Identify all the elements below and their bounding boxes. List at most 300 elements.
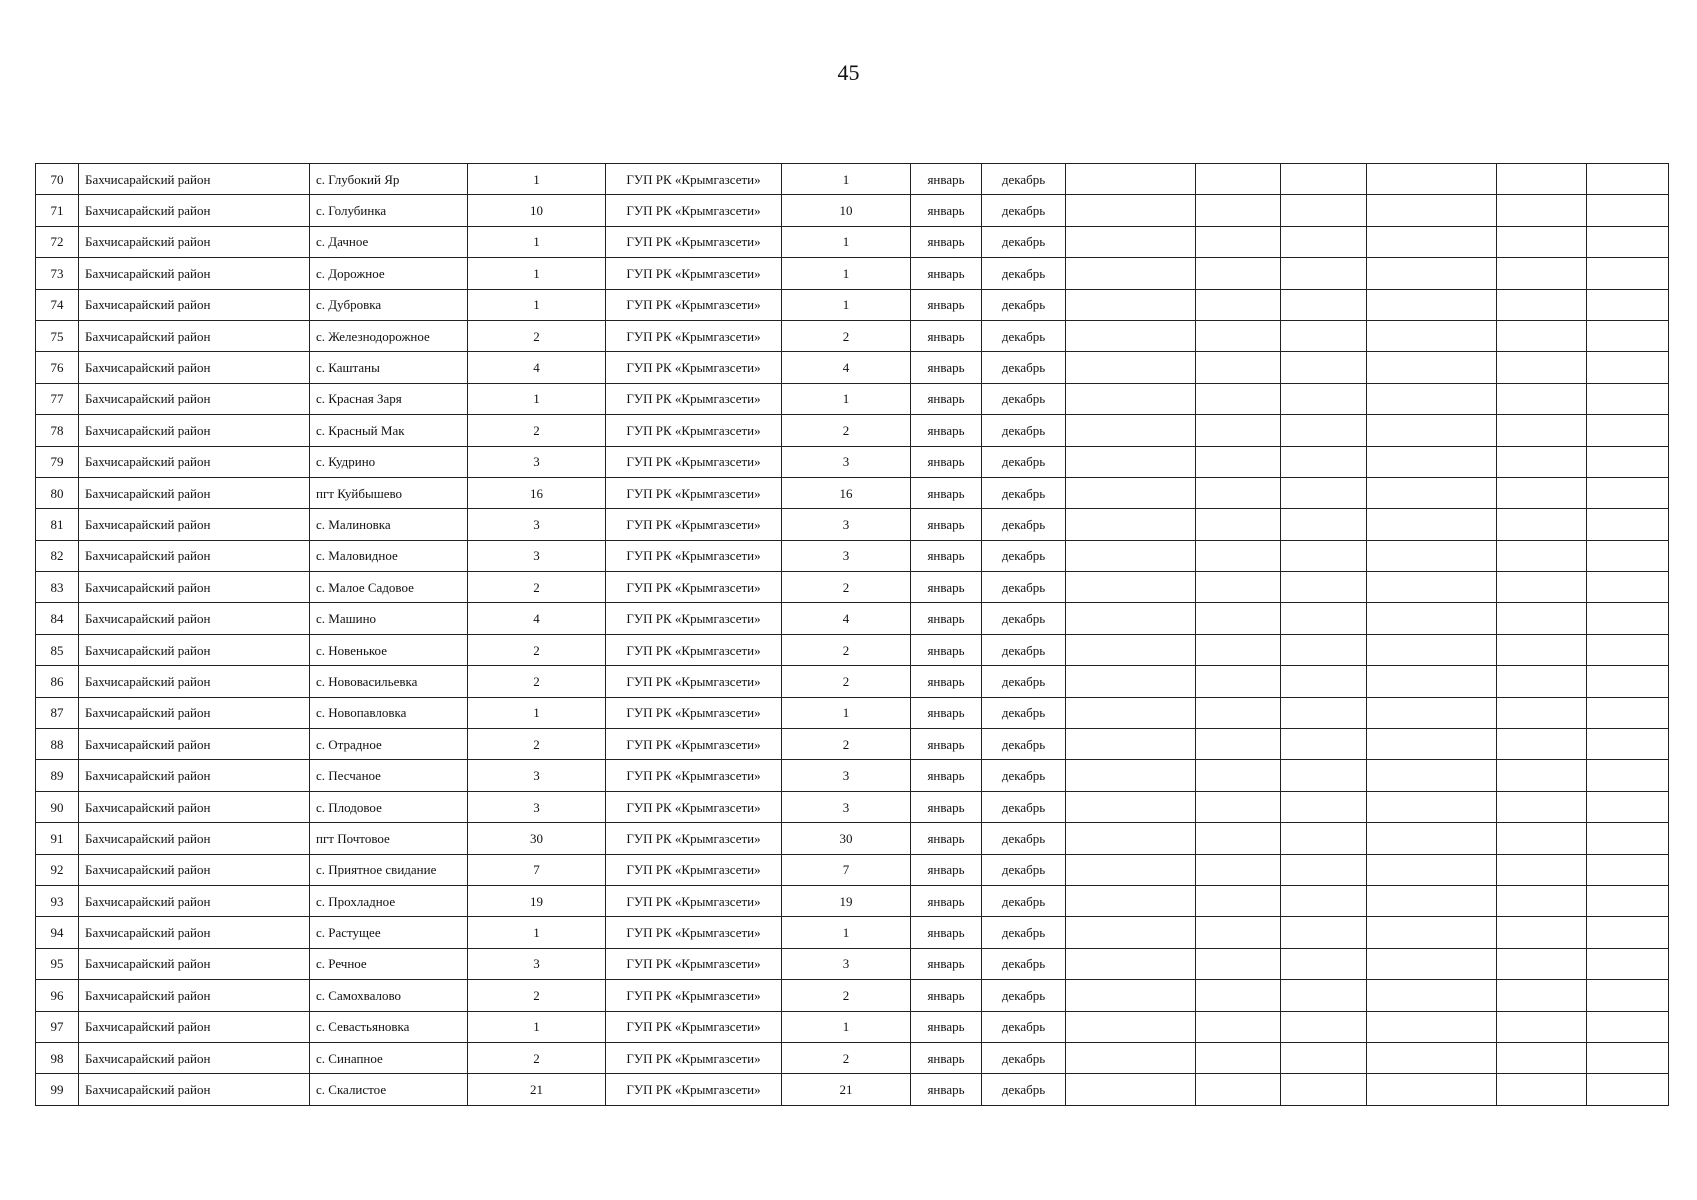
organization-cell: ГУП РК «Крымгазсети» <box>606 948 782 979</box>
end-month-cell: декабрь <box>982 258 1066 289</box>
row-number-cell: 76 <box>36 352 79 383</box>
organization-cell: ГУП РК «Крымгазсети» <box>606 666 782 697</box>
empty-cell <box>1196 666 1281 697</box>
table-row <box>36 289 1669 320</box>
quantity-executor-cell: 3 <box>782 791 911 822</box>
empty-cell <box>1497 1042 1587 1073</box>
empty-cell <box>1497 917 1587 948</box>
table-row <box>36 572 1669 603</box>
organization-cell: ГУП РК «Крымгазсети» <box>606 352 782 383</box>
empty-cell <box>1281 854 1367 885</box>
empty-cell <box>1587 572 1669 603</box>
quantity-executor-cell: 2 <box>782 634 911 665</box>
quantity-cell: 4 <box>468 603 606 634</box>
organization-cell: ГУП РК «Крымгазсети» <box>606 572 782 603</box>
empty-cell <box>1281 634 1367 665</box>
empty-cell <box>1066 352 1196 383</box>
empty-cell <box>1196 164 1281 195</box>
district-cell: Бахчисарайский район <box>79 446 310 477</box>
empty-cell <box>1281 791 1367 822</box>
empty-cell <box>1196 509 1281 540</box>
quantity-executor-cell: 1 <box>782 289 911 320</box>
empty-cell <box>1497 1074 1587 1105</box>
district-cell: Бахчисарайский район <box>79 164 310 195</box>
empty-cell <box>1587 854 1669 885</box>
empty-cell <box>1367 729 1497 760</box>
empty-cell <box>1281 383 1367 414</box>
empty-cell <box>1587 666 1669 697</box>
end-month-cell: декабрь <box>982 195 1066 226</box>
row-number-cell: 90 <box>36 791 79 822</box>
empty-cell <box>1367 666 1497 697</box>
quantity-executor-cell: 2 <box>782 320 911 351</box>
start-month-cell: январь <box>911 823 982 854</box>
district-cell: Бахчисарайский район <box>79 980 310 1011</box>
start-month-cell: январь <box>911 1011 982 1042</box>
settlement-cell: с. Речное <box>310 948 468 979</box>
empty-cell <box>1587 791 1669 822</box>
table-row <box>36 666 1669 697</box>
empty-cell <box>1066 603 1196 634</box>
end-month-cell: декабрь <box>982 289 1066 320</box>
quantity-executor-cell: 1 <box>782 226 911 257</box>
empty-cell <box>1367 697 1497 728</box>
empty-cell <box>1196 572 1281 603</box>
empty-cell <box>1367 477 1497 508</box>
empty-cell <box>1367 195 1497 226</box>
end-month-cell: декабрь <box>982 1042 1066 1073</box>
empty-cell <box>1367 289 1497 320</box>
quantity-cell: 1 <box>468 226 606 257</box>
start-month-cell: январь <box>911 226 982 257</box>
empty-cell <box>1367 603 1497 634</box>
row-number-cell: 93 <box>36 885 79 916</box>
organization-cell: ГУП РК «Крымгазсети» <box>606 917 782 948</box>
empty-cell <box>1281 917 1367 948</box>
empty-cell <box>1196 1074 1281 1105</box>
empty-cell <box>1196 603 1281 634</box>
end-month-cell: декабрь <box>982 603 1066 634</box>
start-month-cell: январь <box>911 446 982 477</box>
empty-cell <box>1587 383 1669 414</box>
district-cell: Бахчисарайский район <box>79 823 310 854</box>
start-month-cell: январь <box>911 477 982 508</box>
empty-cell <box>1066 320 1196 351</box>
end-month-cell: декабрь <box>982 854 1066 885</box>
table-row <box>36 446 1669 477</box>
start-month-cell: январь <box>911 791 982 822</box>
settlement-cell: с. Прохладное <box>310 885 468 916</box>
registry-table-body <box>36 164 1669 1106</box>
empty-cell <box>1497 823 1587 854</box>
organization-cell: ГУП РК «Крымгазсети» <box>606 226 782 257</box>
end-month-cell: декабрь <box>982 477 1066 508</box>
quantity-executor-cell: 2 <box>782 729 911 760</box>
table-row <box>36 195 1669 226</box>
empty-cell <box>1281 352 1367 383</box>
row-number-cell: 88 <box>36 729 79 760</box>
start-month-cell: январь <box>911 917 982 948</box>
empty-cell <box>1281 1042 1367 1073</box>
empty-cell <box>1281 195 1367 226</box>
organization-cell: ГУП РК «Крымгазсети» <box>606 1074 782 1105</box>
empty-cell <box>1497 980 1587 1011</box>
page-number: 45 <box>837 60 860 85</box>
start-month-cell: январь <box>911 603 982 634</box>
empty-cell <box>1196 823 1281 854</box>
row-number-cell: 82 <box>36 540 79 571</box>
quantity-cell: 19 <box>468 885 606 916</box>
settlement-cell: с. Новопавловка <box>310 697 468 728</box>
empty-cell <box>1587 446 1669 477</box>
table-row <box>36 415 1669 446</box>
table-row <box>36 1074 1669 1105</box>
settlement-cell: с. Железнодорожное <box>310 320 468 351</box>
start-month-cell: январь <box>911 729 982 760</box>
empty-cell <box>1367 164 1497 195</box>
settlement-cell: с. Новенькое <box>310 634 468 665</box>
organization-cell: ГУП РК «Крымгазсети» <box>606 697 782 728</box>
row-number-cell: 73 <box>36 258 79 289</box>
settlement-cell: с. Каштаны <box>310 352 468 383</box>
end-month-cell: декабрь <box>982 446 1066 477</box>
empty-cell <box>1066 885 1196 916</box>
table-row <box>36 823 1669 854</box>
quantity-cell: 1 <box>468 697 606 728</box>
district-cell: Бахчисарайский район <box>79 1042 310 1073</box>
empty-cell <box>1497 383 1587 414</box>
empty-cell <box>1066 634 1196 665</box>
settlement-cell: с. Отрадное <box>310 729 468 760</box>
start-month-cell: январь <box>911 572 982 603</box>
empty-cell <box>1587 195 1669 226</box>
empty-cell <box>1281 697 1367 728</box>
table-row <box>36 885 1669 916</box>
empty-cell <box>1281 509 1367 540</box>
row-number-cell: 99 <box>36 1074 79 1105</box>
quantity-executor-cell: 10 <box>782 195 911 226</box>
district-cell: Бахчисарайский район <box>79 1011 310 1042</box>
table-row <box>36 383 1669 414</box>
organization-cell: ГУП РК «Крымгазсети» <box>606 195 782 226</box>
empty-cell <box>1066 477 1196 508</box>
empty-cell <box>1196 760 1281 791</box>
empty-cell <box>1497 666 1587 697</box>
table-row <box>36 352 1669 383</box>
empty-cell <box>1281 572 1367 603</box>
empty-cell <box>1066 980 1196 1011</box>
quantity-cell: 2 <box>468 415 606 446</box>
empty-cell <box>1497 195 1587 226</box>
empty-cell <box>1367 917 1497 948</box>
quantity-cell: 16 <box>468 477 606 508</box>
organization-cell: ГУП РК «Крымгазсети» <box>606 383 782 414</box>
end-month-cell: декабрь <box>982 948 1066 979</box>
table-row <box>36 729 1669 760</box>
start-month-cell: январь <box>911 320 982 351</box>
row-number-cell: 72 <box>36 226 79 257</box>
organization-cell: ГУП РК «Крымгазсети» <box>606 509 782 540</box>
organization-cell: ГУП РК «Крымгазсети» <box>606 729 782 760</box>
start-month-cell: январь <box>911 980 982 1011</box>
empty-cell <box>1196 383 1281 414</box>
quantity-cell: 21 <box>468 1074 606 1105</box>
empty-cell <box>1066 729 1196 760</box>
end-month-cell: декабрь <box>982 885 1066 916</box>
empty-cell <box>1367 258 1497 289</box>
table-row <box>36 948 1669 979</box>
end-month-cell: декабрь <box>982 540 1066 571</box>
district-cell: Бахчисарайский район <box>79 666 310 697</box>
settlement-cell: с. Дубровка <box>310 289 468 320</box>
table-row <box>36 917 1669 948</box>
row-number-cell: 94 <box>36 917 79 948</box>
empty-cell <box>1497 760 1587 791</box>
settlement-cell: с. Скалистое <box>310 1074 468 1105</box>
empty-cell <box>1367 509 1497 540</box>
empty-cell <box>1587 603 1669 634</box>
empty-cell <box>1497 477 1587 508</box>
row-number-cell: 70 <box>36 164 79 195</box>
empty-cell <box>1196 1011 1281 1042</box>
empty-cell <box>1281 1074 1367 1105</box>
start-month-cell: январь <box>911 509 982 540</box>
organization-cell: ГУП РК «Крымгазсети» <box>606 258 782 289</box>
row-number-cell: 74 <box>36 289 79 320</box>
empty-cell <box>1066 540 1196 571</box>
quantity-cell: 10 <box>468 195 606 226</box>
quantity-executor-cell: 4 <box>782 603 911 634</box>
quantity-cell: 4 <box>468 352 606 383</box>
start-month-cell: январь <box>911 697 982 728</box>
quantity-executor-cell: 1 <box>782 917 911 948</box>
empty-cell <box>1066 1074 1196 1105</box>
empty-cell <box>1367 572 1497 603</box>
quantity-cell: 3 <box>468 446 606 477</box>
empty-cell <box>1066 446 1196 477</box>
start-month-cell: январь <box>911 1042 982 1073</box>
quantity-executor-cell: 3 <box>782 509 911 540</box>
district-cell: Бахчисарайский район <box>79 477 310 508</box>
row-number-cell: 80 <box>36 477 79 508</box>
quantity-cell: 3 <box>468 948 606 979</box>
organization-cell: ГУП РК «Крымгазсети» <box>606 320 782 351</box>
empty-cell <box>1196 320 1281 351</box>
start-month-cell: январь <box>911 415 982 446</box>
organization-cell: ГУП РК «Крымгазсети» <box>606 634 782 665</box>
empty-cell <box>1587 1042 1669 1073</box>
row-number-cell: 75 <box>36 320 79 351</box>
row-number-cell: 95 <box>36 948 79 979</box>
quantity-executor-cell: 3 <box>782 540 911 571</box>
empty-cell <box>1066 195 1196 226</box>
row-number-cell: 87 <box>36 697 79 728</box>
quantity-cell: 2 <box>468 666 606 697</box>
end-month-cell: декабрь <box>982 1074 1066 1105</box>
district-cell: Бахчисарайский район <box>79 383 310 414</box>
settlement-cell: с. Малое Садовое <box>310 572 468 603</box>
empty-cell <box>1587 697 1669 728</box>
quantity-cell: 2 <box>468 320 606 351</box>
empty-cell <box>1066 823 1196 854</box>
table-row <box>36 634 1669 665</box>
end-month-cell: декабрь <box>982 1011 1066 1042</box>
empty-cell <box>1196 477 1281 508</box>
row-number-cell: 86 <box>36 666 79 697</box>
table-row <box>36 320 1669 351</box>
empty-cell <box>1196 540 1281 571</box>
empty-cell <box>1281 164 1367 195</box>
row-number-cell: 96 <box>36 980 79 1011</box>
empty-cell <box>1367 634 1497 665</box>
end-month-cell: декабрь <box>982 352 1066 383</box>
organization-cell: ГУП РК «Крымгазсети» <box>606 885 782 916</box>
end-month-cell: декабрь <box>982 791 1066 822</box>
start-month-cell: январь <box>911 948 982 979</box>
table-row <box>36 226 1669 257</box>
empty-cell <box>1497 164 1587 195</box>
empty-cell <box>1196 634 1281 665</box>
empty-cell <box>1196 446 1281 477</box>
start-month-cell: январь <box>911 885 982 916</box>
settlement-cell: пгт Куйбышево <box>310 477 468 508</box>
district-cell: Бахчисарайский район <box>79 854 310 885</box>
empty-cell <box>1281 258 1367 289</box>
start-month-cell: январь <box>911 195 982 226</box>
empty-cell <box>1497 289 1587 320</box>
organization-cell: ГУП РК «Крымгазсети» <box>606 1011 782 1042</box>
quantity-executor-cell: 4 <box>782 352 911 383</box>
settlement-cell: пгт Почтовое <box>310 823 468 854</box>
end-month-cell: декабрь <box>982 823 1066 854</box>
empty-cell <box>1497 258 1587 289</box>
settlement-cell: с. Малиновка <box>310 509 468 540</box>
table-row <box>36 540 1669 571</box>
table-row <box>36 477 1669 508</box>
empty-cell <box>1587 917 1669 948</box>
row-number-cell: 91 <box>36 823 79 854</box>
empty-cell <box>1367 446 1497 477</box>
settlement-cell: с. Севастьяновка <box>310 1011 468 1042</box>
quantity-cell: 2 <box>468 1042 606 1073</box>
organization-cell: ГУП РК «Крымгазсети» <box>606 477 782 508</box>
end-month-cell: декабрь <box>982 164 1066 195</box>
empty-cell <box>1281 823 1367 854</box>
district-cell: Бахчисарайский район <box>79 760 310 791</box>
settlement-cell: с. Красный Мак <box>310 415 468 446</box>
empty-cell <box>1497 603 1587 634</box>
empty-cell <box>1066 948 1196 979</box>
empty-cell <box>1281 540 1367 571</box>
empty-cell <box>1196 1042 1281 1073</box>
quantity-cell: 2 <box>468 980 606 1011</box>
end-month-cell: декабрь <box>982 226 1066 257</box>
settlement-cell: с. Красная Заря <box>310 383 468 414</box>
quantity-cell: 1 <box>468 258 606 289</box>
organization-cell: ГУП РК «Крымгазсети» <box>606 980 782 1011</box>
empty-cell <box>1367 352 1497 383</box>
end-month-cell: декабрь <box>982 729 1066 760</box>
table-row <box>36 760 1669 791</box>
empty-cell <box>1281 603 1367 634</box>
empty-cell <box>1497 1011 1587 1042</box>
row-number-cell: 71 <box>36 195 79 226</box>
end-month-cell: декабрь <box>982 509 1066 540</box>
quantity-executor-cell: 1 <box>782 164 911 195</box>
settlement-cell: с. Синапное <box>310 1042 468 1073</box>
district-cell: Бахчисарайский район <box>79 791 310 822</box>
empty-cell <box>1281 1011 1367 1042</box>
empty-cell <box>1281 666 1367 697</box>
district-cell: Бахчисарайский район <box>79 415 310 446</box>
row-number-cell: 98 <box>36 1042 79 1073</box>
empty-cell <box>1497 540 1587 571</box>
empty-cell <box>1497 885 1587 916</box>
start-month-cell: январь <box>911 854 982 885</box>
quantity-executor-cell: 3 <box>782 446 911 477</box>
settlement-cell: с. Самохвалово <box>310 980 468 1011</box>
organization-cell: ГУП РК «Крымгазсети» <box>606 164 782 195</box>
empty-cell <box>1497 446 1587 477</box>
organization-cell: ГУП РК «Крымгазсети» <box>606 415 782 446</box>
district-cell: Бахчисарайский район <box>79 697 310 728</box>
empty-cell <box>1196 980 1281 1011</box>
district-cell: Бахчисарайский район <box>79 603 310 634</box>
empty-cell <box>1367 226 1497 257</box>
district-cell: Бахчисарайский район <box>79 509 310 540</box>
table-row <box>36 854 1669 885</box>
empty-cell <box>1367 948 1497 979</box>
district-cell: Бахчисарайский район <box>79 729 310 760</box>
empty-cell <box>1367 980 1497 1011</box>
empty-cell <box>1066 572 1196 603</box>
empty-cell <box>1587 289 1669 320</box>
empty-cell <box>1497 572 1587 603</box>
settlement-cell: с. Маловидное <box>310 540 468 571</box>
table-row <box>36 164 1669 195</box>
quantity-cell: 30 <box>468 823 606 854</box>
empty-cell <box>1587 948 1669 979</box>
organization-cell: ГУП РК «Крымгазсети» <box>606 540 782 571</box>
table-row <box>36 791 1669 822</box>
settlement-cell: с. Нововасильевка <box>310 666 468 697</box>
empty-cell <box>1196 697 1281 728</box>
organization-cell: ГУП РК «Крымгазсети» <box>606 1042 782 1073</box>
table-row <box>36 1011 1669 1042</box>
empty-cell <box>1587 477 1669 508</box>
start-month-cell: январь <box>911 634 982 665</box>
organization-cell: ГУП РК «Крымгазсети» <box>606 603 782 634</box>
empty-cell <box>1587 980 1669 1011</box>
empty-cell <box>1587 760 1669 791</box>
empty-cell <box>1281 226 1367 257</box>
district-cell: Бахчисарайский район <box>79 258 310 289</box>
empty-cell <box>1497 352 1587 383</box>
start-month-cell: январь <box>911 258 982 289</box>
quantity-executor-cell: 2 <box>782 980 911 1011</box>
district-cell: Бахчисарайский район <box>79 320 310 351</box>
quantity-executor-cell: 3 <box>782 948 911 979</box>
table-row <box>36 509 1669 540</box>
row-number-cell: 97 <box>36 1011 79 1042</box>
district-cell: Бахчисарайский район <box>79 226 310 257</box>
quantity-executor-cell: 2 <box>782 415 911 446</box>
empty-cell <box>1497 415 1587 446</box>
district-cell: Бахчисарайский район <box>79 1074 310 1105</box>
row-number-cell: 85 <box>36 634 79 665</box>
district-cell: Бахчисарайский район <box>79 195 310 226</box>
empty-cell <box>1367 823 1497 854</box>
